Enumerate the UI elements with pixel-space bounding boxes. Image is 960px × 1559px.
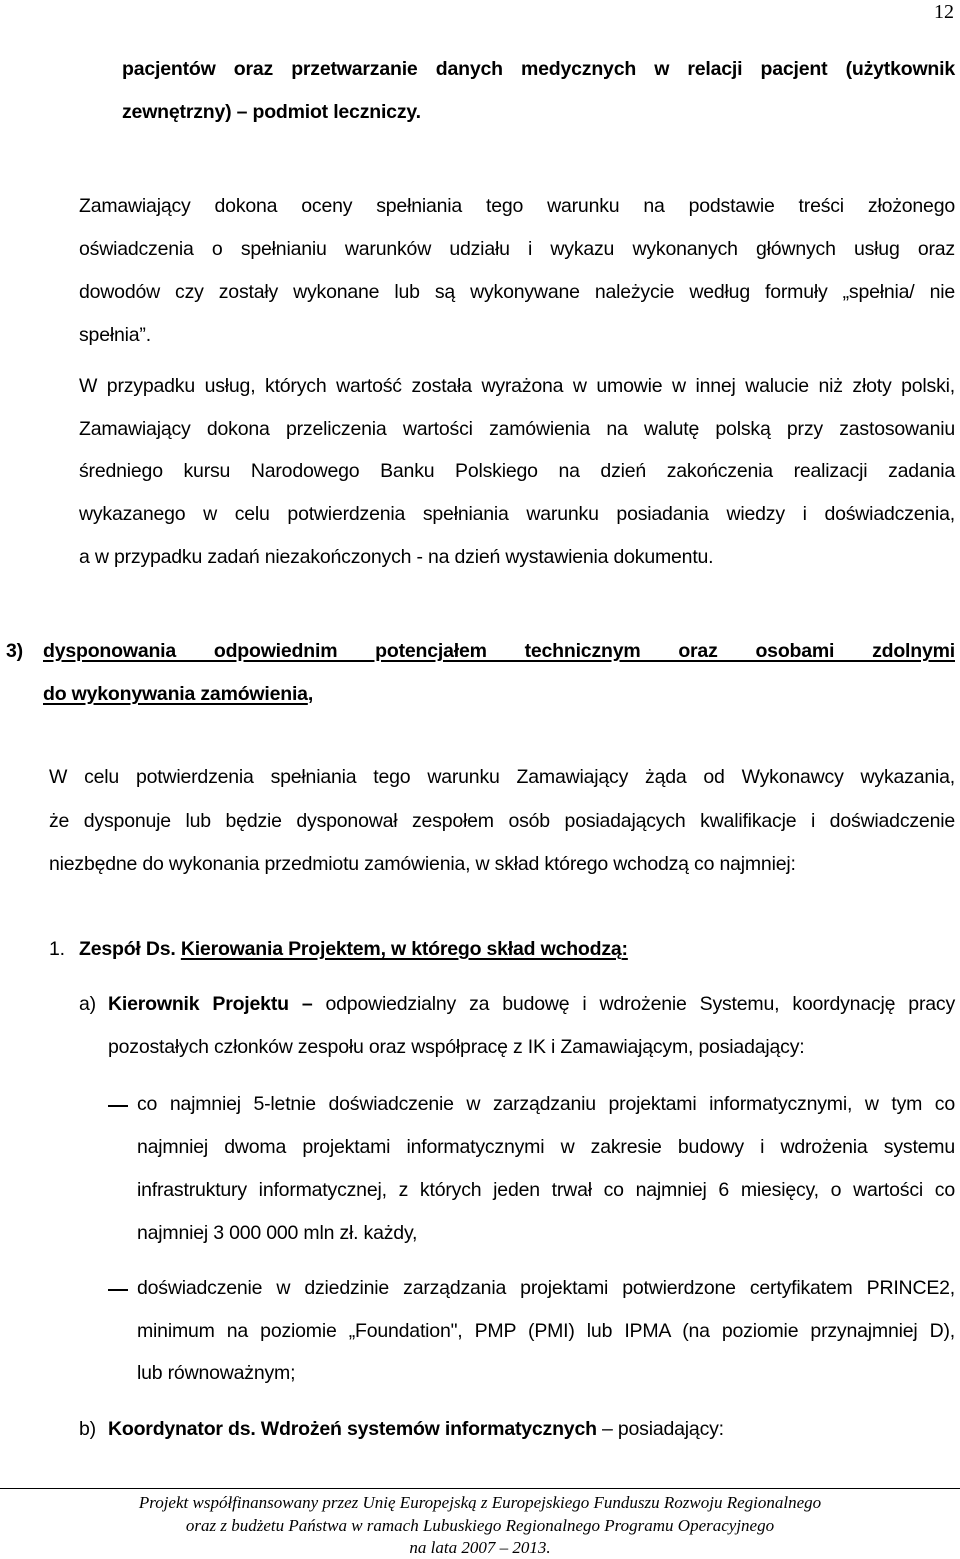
team-heading-part-b: Kierowania Projektem, w którego skład wchodzą xyxy=(180,938,622,960)
bullet2-line-1: doświadczenie w dziedzinie zarządzania projektami potwierdzone certyfikatem PRINCE2, xyxy=(137,1277,955,1299)
para3-line-3: niezbędne do wykonania przedmiotu zamówienia, w skład którego wchodzą co najmniej: xyxy=(49,853,796,875)
item-a-dash: – xyxy=(288,993,326,1015)
para3-line-2: że dysponuje lub będzie dysponował zespołem osób posiadających kwalifikacje i doświadczenie xyxy=(49,810,955,832)
item-a-letter: a) xyxy=(79,993,96,1015)
footer-line-3: na lata 2007 – 2013. xyxy=(409,1538,551,1557)
bullet1-line-1: co najmniej 5-letnie doświadczenie w zarządzaniu projektami informatycznymi, w tym co xyxy=(137,1093,955,1115)
item-b-desc: – posiadający: xyxy=(596,1418,724,1440)
para3-line-1: W celu potwierdzenia spełniania tego warunku Zamawiający żąda od Wykonawcy wykazania, xyxy=(49,766,955,788)
footer-line-2: oraz z budżetu Państwa w ramach Lubuskiego Regionalnego Programu Operacyjnego xyxy=(185,1516,775,1535)
section3-heading-comma: , xyxy=(307,683,314,705)
bullet2-line-2: minimum na poziomie „Foundation", PMP (PMI) lub IPMA (na poziomie przynajmniej D), xyxy=(137,1320,955,1342)
bullet2-line-3: lub równoważnym; xyxy=(137,1362,296,1384)
para1-line-3: dowodów czy zostały wykonane lub są wykonywane należycie według formuły „spełnia/ nie xyxy=(79,281,955,303)
para2-line-1: W przypadku usług, których wartość została wyrażona w umowie w innej walucie niż złoty polski, xyxy=(79,375,955,397)
section3-heading-line-1: dysponowania odpowiednim potencjałem technicznym oraz osobami zdolnymi xyxy=(43,640,955,662)
bullet1-line-4: najmniej 3 000 000 mln zł. każdy, xyxy=(137,1222,418,1244)
item-a-title: Kierownik Projektu xyxy=(108,993,289,1015)
team-heading xyxy=(79,938,628,961)
para2-line-4: wykazanego w celu potwierdzenia spełniania warunku posiadania wiedzy i doświadczenia, xyxy=(79,503,955,525)
para1-line-1: Zamawiający dokona oceny spełniania tego warunku na podstawie treści złożonego xyxy=(79,195,955,217)
item-b-title: Koordynator ds. Wdrożeń systemów informatycznych xyxy=(108,1418,597,1440)
section3-heading-line-2 xyxy=(43,683,313,706)
item-a-line-1 xyxy=(108,993,955,1016)
team-heading-part-a: Zespół Ds. xyxy=(79,938,181,960)
footer-line-1: Projekt współfinansowany przez Unię Europejską z Europejskiego Funduszu Rozwoju Regionalnego xyxy=(138,1493,822,1512)
item-a-line-2: pozostałych członków zespołu oraz współpracę z IK i Zamawiającym, posiadający: xyxy=(108,1036,805,1058)
team-heading-colon: : xyxy=(621,938,628,960)
para1-line-4: spełnia”. xyxy=(79,324,151,346)
item-b-line xyxy=(108,1418,724,1441)
dash-bullet-icon xyxy=(108,1105,128,1107)
footer-divider xyxy=(0,1488,960,1489)
bullet1-line-2: najmniej dwoma projektami informatycznymi w zakresie budowy i wdrożenia systemu xyxy=(137,1136,955,1158)
para1-line-2: oświadczenia o spełnianiu warunków udziału i wykazu wykonanych głównych usług oraz xyxy=(79,238,955,260)
intro-line-2: zewnętrzny) – podmiot leczniczy. xyxy=(122,101,421,123)
team-number: 1. xyxy=(49,938,65,960)
section3-heading-text: do wykonywania zamówienia xyxy=(43,683,308,705)
para2-line-2: Zamawiający dokona przeliczenia wartości zamówienia na walutę polską przy zastosowaniu xyxy=(79,418,955,440)
item-b-letter: b) xyxy=(79,1418,96,1440)
page-number: 12 xyxy=(934,1,954,23)
item-a-desc: odpowiedzialny za budowę i wdrożenie Systemu, koordynację pracy xyxy=(325,993,955,1015)
section3-number: 3) xyxy=(6,640,23,662)
dash-bullet-icon xyxy=(108,1289,128,1291)
bullet1-line-3: infrastruktury informatycznej, z których jeden trwał co najmniej 6 miesięcy, o wartości co xyxy=(137,1179,955,1201)
para2-line-5: a w przypadku zadań niezakończonych - na dzień wystawienia dokumentu. xyxy=(79,546,714,568)
intro-line-1: pacjentów oraz przetwarzanie danych medycznych w relacji pacjent (użytkownik xyxy=(122,58,955,80)
para2-line-3: średniego kursu Narodowego Banku Polskiego na dzień zakończenia realizacji zadania xyxy=(79,460,955,482)
